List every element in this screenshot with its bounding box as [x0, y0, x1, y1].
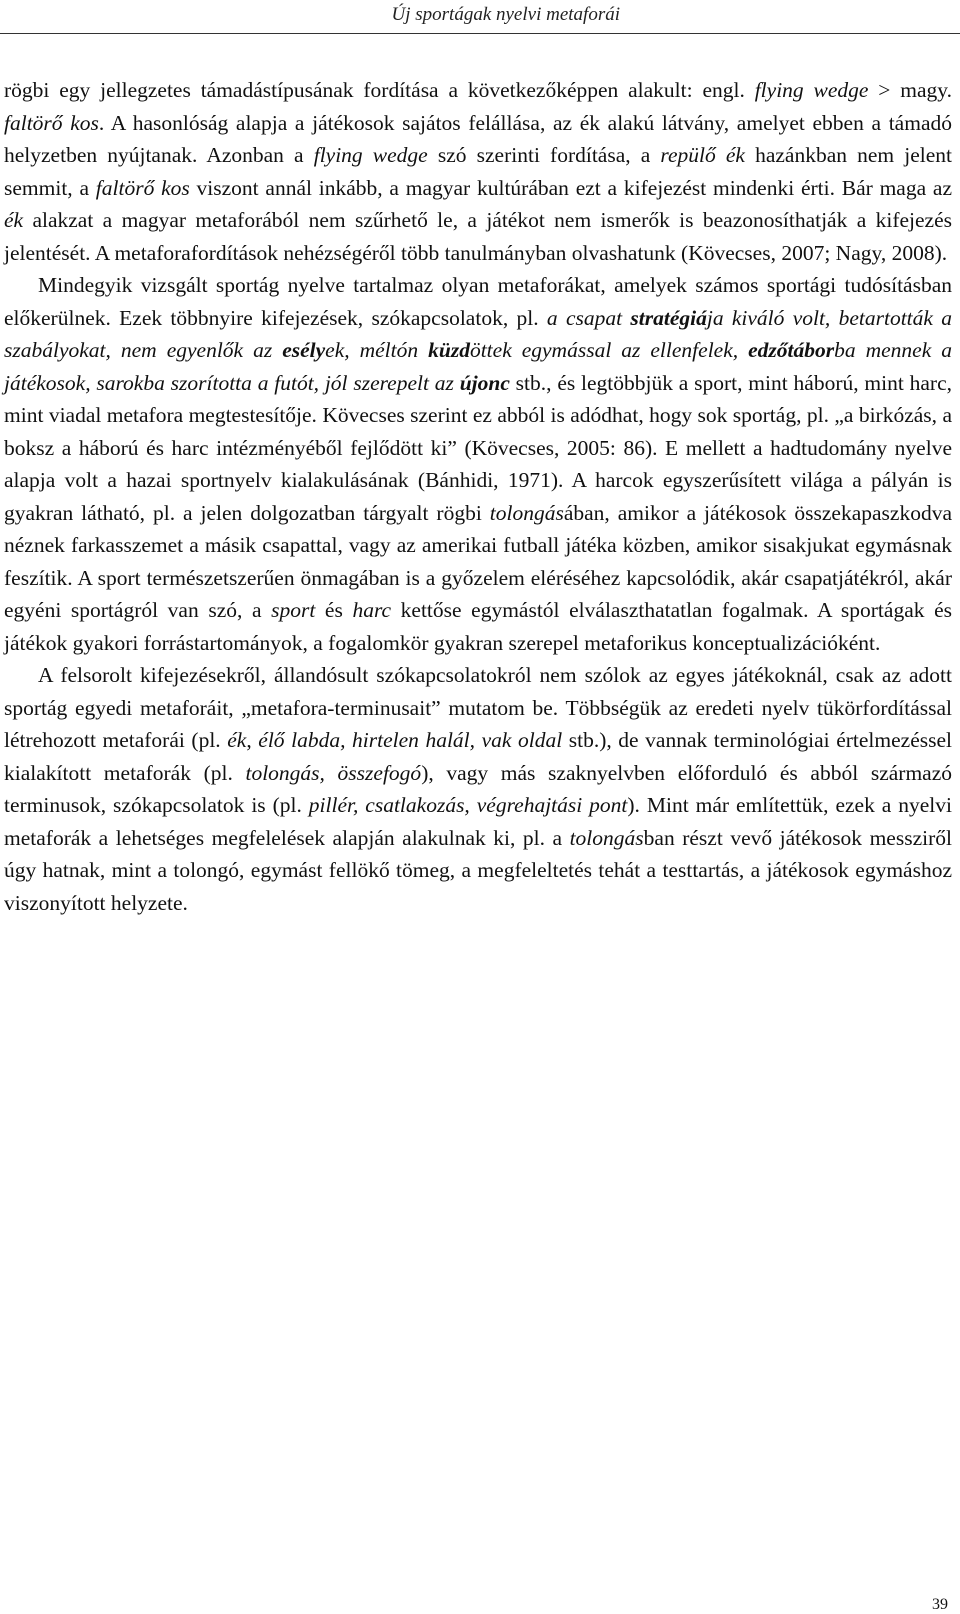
emphasis-italic: ba mennek a játékosok, sarokba szorította a futót, jól szerepelt az — [4, 338, 953, 395]
text-run: alakzat a magyar metaforából nem szűrhető le, a játékot nem ismerők is beazonosíthatják a kifejezés jelentését. A metaforafordítások nehézségéről több tanulmányban olvashatunk (Kövecses, 2007; Nagy, 2008). — [4, 208, 952, 265]
emphasis-bold-italic: újonc — [459, 370, 510, 395]
emphasis-bold-italic: küzd — [428, 338, 470, 362]
emphasis-italic: a csapat — [546, 305, 631, 330]
emphasis-bold-italic: stratégiá — [630, 305, 707, 330]
text-run: > magy. — [868, 78, 953, 102]
emphasis-italic: ja kiváló volt, betartották a szabályokat, nem egyenlők az — [4, 305, 952, 362]
text-run: stb.), de vannak terminológiai értelmezéssel kialakított metaforák (pl. — [4, 728, 953, 785]
emphasis-italic: faltörő kos — [4, 110, 99, 135]
text-run: szó szerinti fordítása, a — [427, 143, 661, 167]
emphasis-bold-italic: edzőtábor — [748, 338, 835, 362]
text-run: ban részt vevő játékosok messziről úgy hatnak, mint a tolongó, egymást fellökő tömeg, a megfeleltetés tehát a testtartás, a játékosok egymáshoz viszonyított helyzete. — [4, 825, 952, 915]
header-divider — [0, 33, 960, 34]
emphasis-italic: ek, méltón — [325, 338, 429, 362]
emphasis-italic: tolongás — [569, 825, 644, 850]
text-run: viszont annál inkább, a magyar kultúrában ezt a kifejezést mindenki érti. Bár maga az — [189, 175, 953, 200]
emphasis-italic: faltörő kos — [95, 175, 190, 200]
page-number: 39 — [932, 1596, 948, 1613]
text-run: ). Mint már említettük, ezek a nyelvi metaforák a lehetséges megfelelések alapján alakulnak ki, pl. a — [4, 793, 952, 850]
emphasis-italic: sport — [271, 598, 316, 622]
text-run: , — [246, 728, 259, 752]
text-run: A felsorolt kifejezésekről, állandósult szókapcsolatokról nem szólok az egyes játékoknál, csak az adott sportág egyedi metaforáit, „metafora-terminusait” mutatom be. Többségük az eredeti nyelv tükörfordítással létrehozott metaforái (pl. — [4, 663, 952, 752]
emphasis-italic: flying wedge — [754, 78, 869, 102]
emphasis-italic: öttek egymással az ellenfelek, — [469, 338, 749, 362]
running-header — [0, 0, 960, 36]
text-run: és — [315, 598, 353, 622]
emphasis-italic: repülő ék — [660, 143, 745, 167]
paragraph-3 — [4, 659, 952, 919]
text-run: ), vagy más szaknyelvben előforduló és abból származó terminusok, szókapcsolatok is (pl. — [4, 760, 952, 817]
emphasis-italic: tolongás — [489, 500, 564, 525]
text-run: kettőse egymástól elválaszthatatlan fogalmak. A sportágak és játékok gyakori forrástartományok, a fogalomkör gyakran szerepel metaforikus konceptualizációként. — [4, 598, 952, 655]
emphasis-italic: élő labda, hirtelen halál, vak oldal — [258, 728, 563, 752]
text-run: stb., és legtöbbjük a sport, mint háború, mint harc, mint viadal metafora megtestesítője. Kövecses szerint ez abból is adódhat, hogy sok sportág, pl. „a birkózás, a boksz a háború és harc intézményéből fejlődött ki” (Kövecses, 2005: 86). E mellett a hadtudomány nyelve alapja volt a hazai sportnyelv kialakulásának (Bánhidi, 1971). A harcok egyszerűsített világa a pályán is gyakran látható, pl. a jelen dolgozatban tárgyalt rögbi — [4, 370, 952, 525]
text-run: hazánkban nem jelent semmit, a — [4, 143, 953, 200]
emphasis-italic: tolongás, összefogó — [245, 760, 422, 785]
text-run: rögbi egy jellegzetes támadástípusának fordítása a következőképpen alakult: engl. — [4, 78, 755, 102]
text-run: ában, amikor a játékosok összekapaszkodva néznek farkasszemet a másik csapattal, vagy az amerikai futball játéka közben, amikor sisakjukat egymásnak feszítik. A sport természetszerűen önmagában is a győzelem eléréséhez kapcsolódik, akár csapatjátékról, akár egyéni sportágról van szó, a — [4, 500, 952, 622]
paragraph-1 — [4, 74, 952, 269]
emphasis-italic: harc — [352, 598, 392, 622]
emphasis-italic: ék — [227, 728, 247, 752]
text-run: Mindegyik vizsgált sportág nyelve tartalmaz olyan metaforákat, amelyek számos sportági tudósításban előkerülnek. Ezek többnyire kifejezések, szókapcsolatok, pl. — [4, 273, 952, 330]
emphasis-italic: pillér, csatlakozás, végrehajtási pont — [308, 793, 628, 817]
emphasis-bold-italic: esély — [282, 338, 326, 362]
body-text — [4, 74, 952, 919]
text-run: . A hasonlóság alapja a játékosok sajátos felállása, az ék alakú látvány, amelyet ebben a támadó helyzetben nyújtanak. Azonban a — [4, 110, 952, 167]
running-header-title: Új sportágak nyelvi metaforái — [391, 4, 620, 25]
paragraph-2 — [4, 269, 952, 659]
emphasis-italic: flying wedge — [313, 143, 428, 167]
emphasis-italic: ék — [4, 208, 24, 232]
